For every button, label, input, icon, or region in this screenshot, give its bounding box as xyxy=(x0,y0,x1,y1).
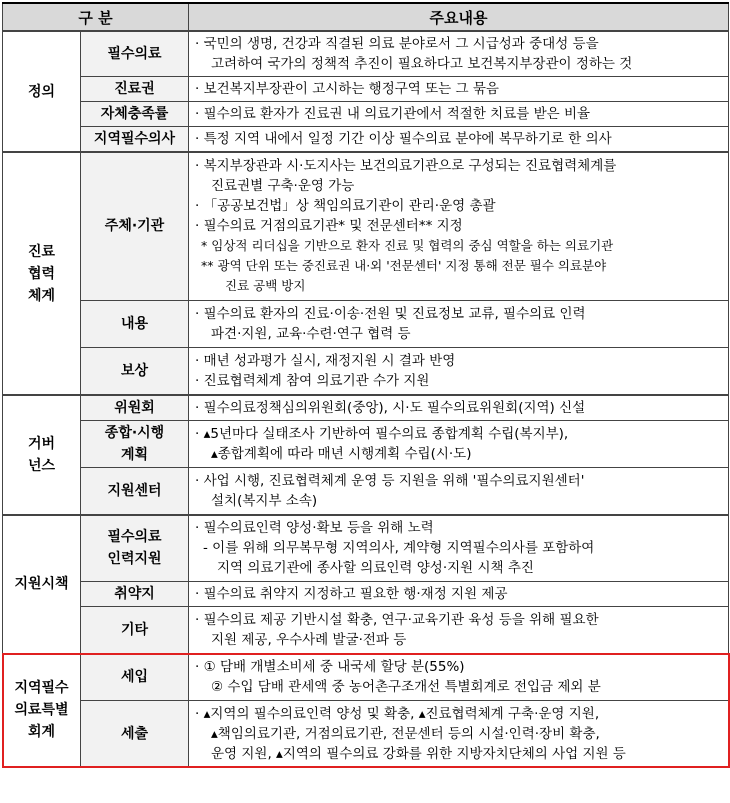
content-cell xyxy=(189,701,729,767)
content-line: 운영 지원, ▴지역의 필수의료 강화를 위한 지방자치단체의 사업 지원 등 xyxy=(211,745,626,762)
sub-label: 지역필수의사 xyxy=(81,127,189,153)
content-cell xyxy=(189,347,729,395)
content-cell xyxy=(189,102,729,127)
sub-label: 필수의료 xyxy=(81,31,189,77)
content-cell xyxy=(189,515,729,582)
group-support xyxy=(3,515,729,654)
table-row xyxy=(3,31,729,77)
content-line: · ① 담배 개별소비세 중 내국세 할당 분(55%) xyxy=(195,659,465,676)
table-row xyxy=(3,395,729,421)
table-row xyxy=(3,421,729,468)
content-cell xyxy=(189,468,729,515)
content-cell xyxy=(189,607,729,654)
content-cell xyxy=(189,654,729,701)
group-label-governance: 거버 넌스 xyxy=(3,395,81,515)
content-note: * 임상적 리더십을 기반으로 환자 진료 및 협력의 중심 역할을 하는 의료기관 xyxy=(201,238,614,254)
table-row xyxy=(3,300,729,347)
policy-summary-table-page xyxy=(2,2,728,767)
policy-summary-table xyxy=(2,2,729,767)
group-definition xyxy=(3,31,729,152)
content-line: 파견·지원, 교육·수련·연구 협력 등 xyxy=(211,325,411,342)
content-cell xyxy=(189,77,729,102)
sub-label: 위원회 xyxy=(81,395,189,421)
sub-label: 보상 xyxy=(81,347,189,395)
content-cell xyxy=(189,421,729,468)
group-label-support: 지원시책 xyxy=(3,515,81,654)
content-line: · 매년 성과평가 실시, 재정지원 시 결과 반영 xyxy=(195,352,456,369)
table-row xyxy=(3,701,729,767)
content-cell xyxy=(189,152,729,300)
content-line: · 사업 시행, 진료협력체계 운영 등 지원을 위해 '필수의료지원센터' xyxy=(195,472,585,489)
content-line: · 필수의료 환자가 진료권 내 의료기관에서 적절한 치료를 받은 비율 xyxy=(195,106,591,122)
sub-label: 필수의료 인력지원 xyxy=(81,515,189,582)
content-line: · 필수의료 환자의 진료·이송·전원 및 진료정보 교류, 필수의료 인력 xyxy=(195,305,586,322)
content-line: · 「공공보건법」상 책임의료기관이 관리·운영 총괄 xyxy=(195,198,496,215)
table-row xyxy=(3,607,729,654)
content-cell xyxy=(189,395,729,421)
content-line: 설치(복지부 소속) xyxy=(211,492,318,509)
content-cell xyxy=(189,31,729,77)
sub-label: 지원센터 xyxy=(81,468,189,515)
group-label-definition: 정의 xyxy=(3,31,81,152)
content-note: ** 광역 단위 또는 중진료권 내·외 '전문센터' 지정 통해 전문 필수 의료분야 xyxy=(201,258,607,274)
content-line: · 진료협력체계 참여 의료기관 수가 지원 xyxy=(195,372,430,389)
table-row xyxy=(3,515,729,582)
content-line: 진료권별 구축·운영 가능 xyxy=(211,178,355,195)
content-line: · ▴지역의 필수의료인력 양성 및 확충, ▴진료협력체계 구축·운영 지원, xyxy=(195,705,600,722)
sub-label: 주체·기관 xyxy=(81,152,189,300)
content-cell xyxy=(189,127,729,153)
content-line: · 필수의료정책심의위원회(중앙), 시·도 필수의료위원회(지역) 신설 xyxy=(195,400,586,416)
header-main-content: 주요내용 xyxy=(189,3,729,31)
table-row xyxy=(3,582,729,607)
sub-label: 내용 xyxy=(81,300,189,347)
content-line: 지원 제공, 우수사례 발굴·전파 등 xyxy=(211,631,407,648)
header-category: 구 분 xyxy=(3,3,189,31)
sub-label: 세출 xyxy=(81,701,189,767)
content-line: · 복지부장관과 시·도지사는 보건의료기관으로 구성되는 진료협력체계를 xyxy=(195,158,617,175)
group-label-network: 진료 협력 체계 xyxy=(3,152,81,395)
table-header-row xyxy=(3,3,729,31)
content-line: 고려하여 국가의 정책적 추진이 필요하다고 보건복지부장관이 정하는 것 xyxy=(211,56,633,72)
content-line: ② 수입 담배 관세액 중 농어촌구조개선 특별회계로 전입금 제외 분 xyxy=(211,679,601,696)
content-line: - 이를 위해 의무복무형 지역의사, 계약형 지역필수의사를 포함하여 xyxy=(203,540,595,557)
content-line: · 특정 지역 내에서 일정 기간 이상 필수의료 분야에 복무하기로 한 의사 xyxy=(195,131,612,147)
sub-label: 취약지 xyxy=(81,582,189,607)
sub-label: 세입 xyxy=(81,654,189,701)
content-line: · ▴5년마다 실태조사 기반하여 필수의료 종합계획 수립(복지부), xyxy=(195,426,569,442)
table-row xyxy=(3,152,729,300)
table-row xyxy=(3,468,729,515)
content-line: · 필수의료 제공 기반시설 확충, 연구·교육기관 육성 등을 위해 필요한 xyxy=(195,611,599,628)
content-line: · 필수의료 거점의료기관* 및 전문센터** 지정 xyxy=(195,218,463,235)
content-line: · 국민의 생명, 건강과 직결된 의료 분야로서 그 시급성과 중대성 등을 xyxy=(195,36,599,52)
content-note: 진료 공백 방지 xyxy=(225,278,306,294)
group-account xyxy=(3,654,729,767)
content-line: ▴종합계획에 따라 매년 시행계획 수립(시·도) xyxy=(211,446,472,462)
content-line: · 필수의료인력 양성·확보 등을 위해 노력 xyxy=(195,520,434,537)
table-row xyxy=(3,102,729,127)
content-line: ▴책임의료기관, 거점의료기관, 전문센터 등의 시설·인력·장비 확충, xyxy=(211,725,600,742)
content-cell xyxy=(189,300,729,347)
group-network xyxy=(3,152,729,395)
table-row xyxy=(3,654,729,701)
sub-label: 기타 xyxy=(81,607,189,654)
content-line: · 보건복지부장관이 고시하는 행정구역 또는 그 묶음 xyxy=(195,81,499,97)
content-cell xyxy=(189,582,729,607)
sub-label: 진료권 xyxy=(81,77,189,102)
group-governance xyxy=(3,395,729,515)
table-row xyxy=(3,127,729,153)
content-line: 지역 의료기관에 종사할 의료인력 양성·지원 시책 추진 xyxy=(217,560,534,577)
sub-label: 자체충족률 xyxy=(81,102,189,127)
content-line: · 필수의료 취약지 지정하고 필요한 행·재정 지원 제공 xyxy=(195,586,508,602)
table-row xyxy=(3,347,729,395)
sub-label: 종합·시행 계획 xyxy=(81,421,189,468)
group-label-account: 지역필수 의료특별 회계 xyxy=(3,654,81,767)
table-row xyxy=(3,77,729,102)
